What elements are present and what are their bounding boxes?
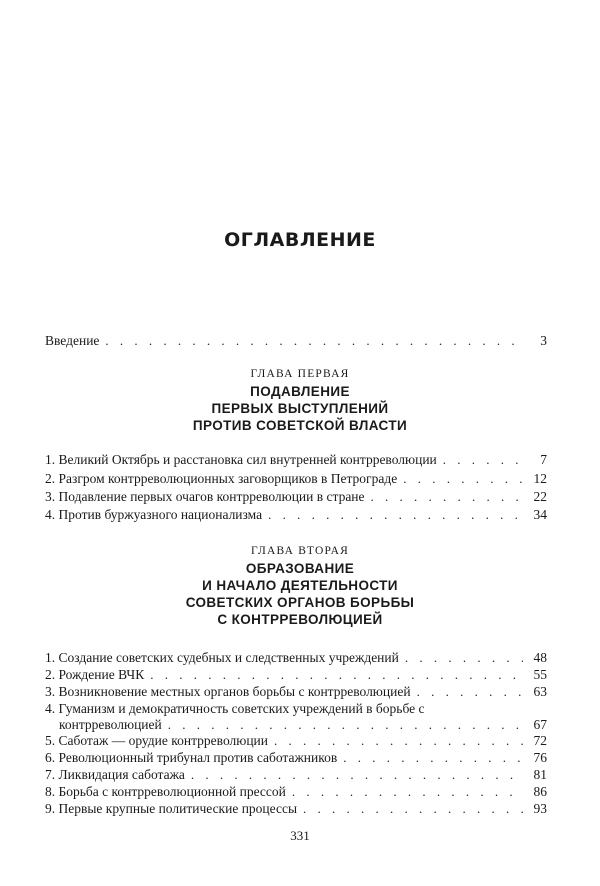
toc-entry-page: 55: [533, 667, 547, 682]
toc-entry[interactable]: [45, 767, 547, 783]
chapter-2-label: ГЛАВА ВТОРАЯ: [250, 545, 349, 557]
toc-entry[interactable]: [45, 452, 547, 468]
toc-entry-label: 7. Ликвидация саботажа: [45, 767, 185, 782]
leader-dots: [150, 667, 523, 683]
toc-entry-label: 9. Первые крупные политические процессы: [45, 801, 298, 816]
toc-entry[interactable]: [45, 801, 547, 817]
toc-entry-page: 81: [533, 767, 547, 782]
toc-entry-label: 4. Против буржуазного национализма: [45, 507, 263, 522]
leader-dots: [168, 717, 523, 733]
leader-dots: [343, 750, 523, 766]
toc-entry[interactable]: [45, 684, 547, 700]
page-title: ОГЛАВЛЕНИЕ: [224, 229, 376, 251]
chapter-2-title-line: СОВЕТСКИХ ОРГАНОВ БОРЬБЫ: [185, 595, 415, 610]
chapter-2-title-line: ОБРАЗОВАНИЕ: [245, 561, 355, 576]
toc-entry-label: 6. Революционный трибунал против саботажников: [45, 750, 338, 765]
chapter-1-title-line: ПОДАВЛЕНИЕ: [250, 384, 350, 399]
leader-dots: [292, 784, 523, 800]
leader-dots: [274, 733, 523, 749]
leader-dots: [443, 452, 523, 468]
toc-entry-page: 63: [533, 684, 547, 699]
leader-dots: [403, 471, 523, 487]
chapter-2-title: [0, 560, 600, 628]
toc-entry-page: 67: [533, 717, 547, 732]
leader-dots: [191, 767, 523, 783]
toc-entry[interactable]: [45, 650, 547, 666]
toc-entry-page: 12: [533, 471, 547, 486]
toc-entry-label: Введение: [45, 333, 100, 348]
toc-entry-page: 48: [533, 650, 547, 665]
toc-entry[interactable]: [45, 750, 547, 766]
toc-entry[interactable]: [45, 733, 547, 749]
leader-dots: [371, 489, 523, 505]
toc-entry-page: 93: [533, 801, 547, 816]
chapter-1-label: ГЛАВА ПЕРВАЯ: [250, 368, 350, 380]
toc-entry[interactable]: [45, 784, 547, 800]
leader-dots: [105, 333, 523, 349]
chapter-1-title-line: ПРОТИВ СОВЕТСКОЙ ВЛАСТИ: [192, 418, 408, 433]
toc-entry[interactable]: [45, 471, 547, 487]
toc-entry-label: 3. Возникновение местных органов борьбы с контрреволюцией: [45, 684, 411, 699]
toc-entry[interactable]: [45, 489, 547, 505]
toc-entry-page: 3: [540, 333, 547, 348]
toc-entry-label: 4. Гуманизм и демократичность советских учреждений в борьбе с: [45, 701, 425, 716]
chapter-2-title-line: С КОНТРРЕВОЛЮЦИЕЙ: [217, 612, 383, 627]
toc-entry-page: 22: [533, 489, 547, 504]
toc-entry[interactable]: [45, 701, 547, 733]
toc-entry-label: 3. Подавление первых очагов контрреволюции в стране: [45, 489, 365, 504]
page-number: 331: [290, 828, 310, 843]
toc-entry-page: 7: [540, 452, 547, 467]
leader-dots: [417, 684, 523, 700]
toc-entry-page: 34: [533, 507, 547, 522]
toc-entry-page: 86: [533, 784, 547, 799]
toc-entry-label: 2. Разгром контрреволюционных заговорщиков в Петрограде: [45, 471, 398, 486]
toc-entry-label: 1. Создание советских судебных и следственных учреждений: [45, 650, 399, 665]
leader-dots: [303, 801, 523, 817]
leader-dots: [405, 650, 523, 666]
toc-entry-label: 1. Великий Октябрь и расстановка сил внутренней контрреволюции: [45, 452, 437, 467]
chapter-1-title-line: ПЕРВЫХ ВЫСТУПЛЕНИЙ: [211, 401, 389, 416]
toc-entry-label: 2. Рождение ВЧК: [45, 667, 145, 682]
toc-entry-page: 76: [533, 750, 547, 765]
toc-entry[interactable]: [45, 507, 547, 523]
toc-entry-label: 5. Саботаж — орудие контрреволюции: [45, 733, 269, 748]
toc-entry[interactable]: [45, 667, 547, 683]
toc-entry-intro[interactable]: [45, 333, 547, 349]
toc-entry-label: 8. Борьба с контрреволюционной прессой: [45, 784, 286, 799]
leader-dots: [268, 507, 523, 523]
chapter-2-title-line: И НАЧАЛО ДЕЯТЕЛЬНОСТИ: [202, 578, 398, 593]
toc-entry-page: 72: [533, 733, 547, 748]
chapter-1-title: [0, 383, 600, 434]
toc-entry-label-continued: контрреволюцией: [59, 717, 162, 732]
